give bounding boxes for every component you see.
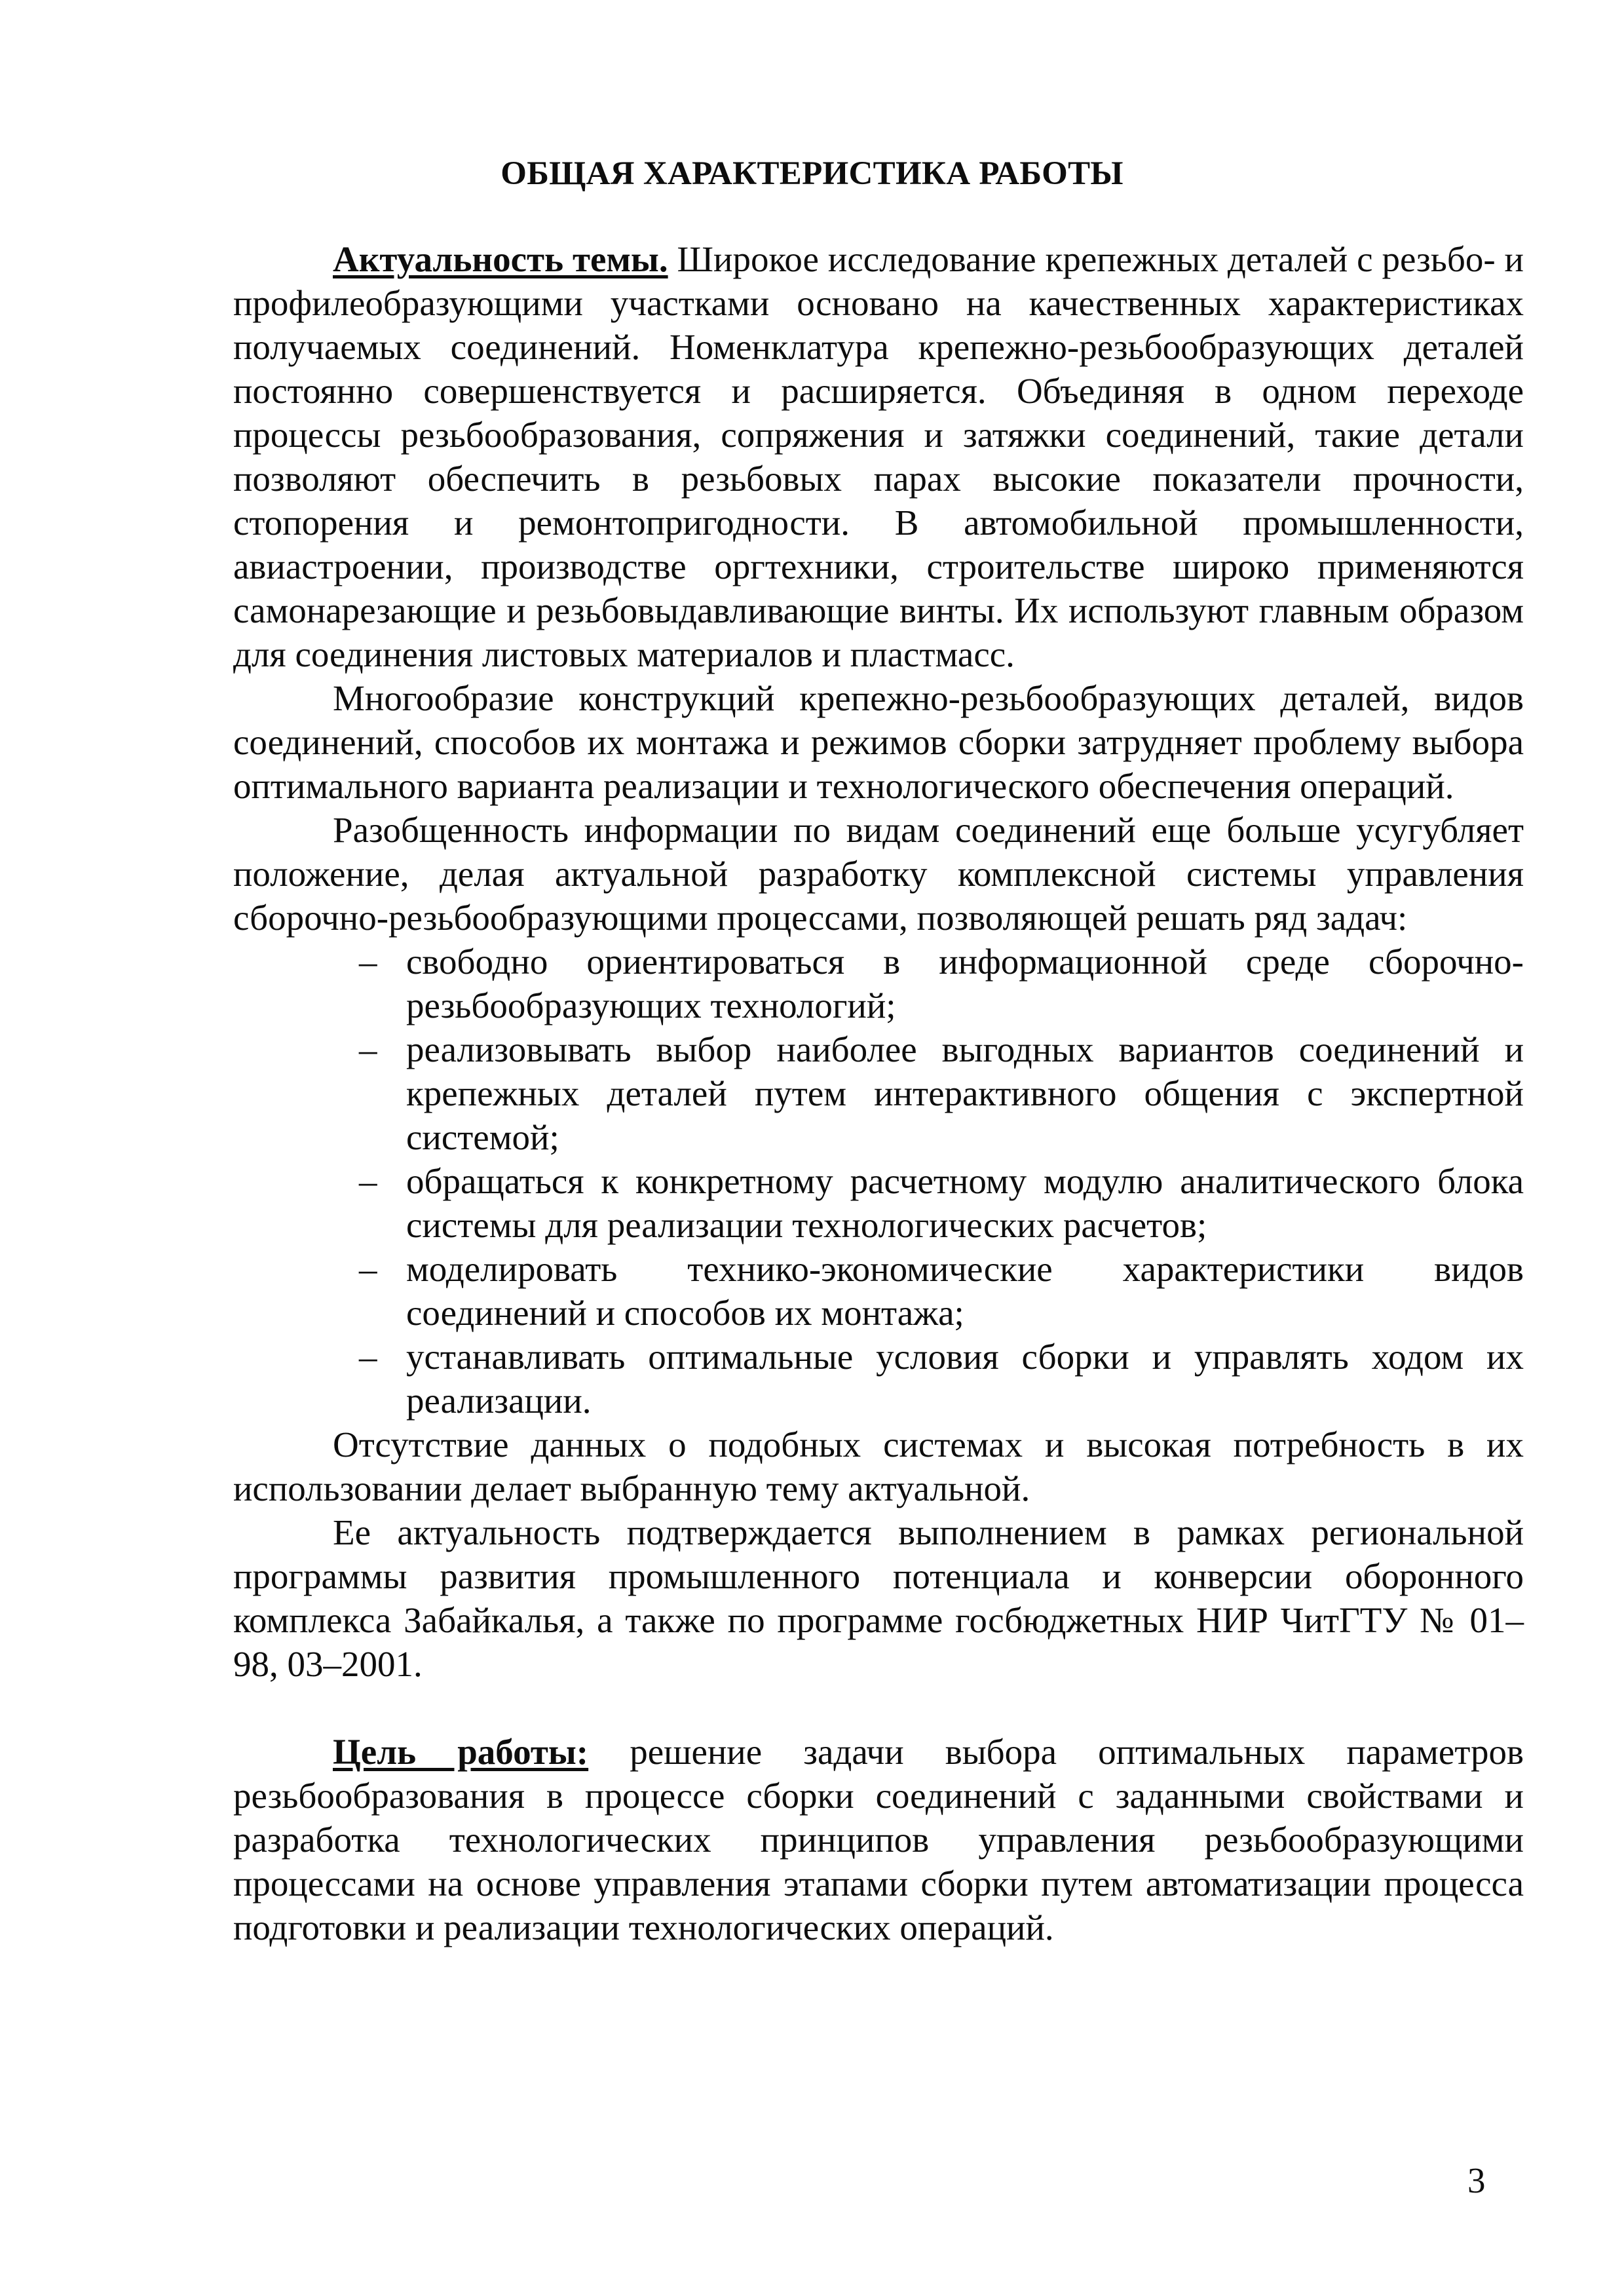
body-text [233, 237, 1524, 1949]
relevance-paragraph-3: Разобщенность информации по видам соединений еще больше усугубляет положение, делая актуальной разработку комплексной системы управления сборочно-резьбообразующими процессами, позволяющей решать ряд задач: [233, 810, 1524, 938]
task-list-item: – обращаться к конкретному расчетному модулю аналитического блока системы для реализации технологических расчетов; [406, 1159, 1524, 1247]
relevance-paragraph-2: Многообразие конструкций крепежно-резьбообразующих деталей, видов соединений, способов их монтажа и режимов сборки затрудняет проблему выбора оптимального варианта реализации и технологического обеспечения операций. [233, 678, 1524, 806]
page-title: ОБЩАЯ ХАРАКТЕРИСТИКА РАБОТЫ [500, 155, 1124, 192]
goal-heading: Цель работы: [333, 1732, 589, 1772]
task-list-item: – моделировать технико-экономические характеристики видов соединений и способов их монтажа; [406, 1247, 1524, 1335]
task-list-item: – устанавливать оптимальные условия сборки и управлять ходом их реализации. [406, 1335, 1524, 1423]
relevance-paragraph-4: Отсутствие данных о подобных системах и высокая потребность в их использовании делает выбранную тему актуальной. [233, 1425, 1524, 1508]
task-list-item: – реализовывать выбор наиболее выгодных вариантов соединений и крепежных деталей путем интерактивного общения с экспертной системой; [406, 1027, 1524, 1159]
goal-text: решение задачи выбора оптимальных параметров резьбообразования в процессе сборки соединений с заданными свойствами и разработка технологических принципов управления резьбообразующими процессами на основе управления этапами сборки путем автоматизации процесса подготовки и реализации технологических операций. [233, 1732, 1524, 1947]
relevance-paragraph-5: Ее актуальность подтверждается выполнением в рамках региональной программы развития промышленного потенциала и конверсии оборонного комплекса Забайкалья, а также по программе госбюджетных НИР ЧитГТУ № 01–98, 03–2001. [233, 1512, 1524, 1684]
relevance-paragraph-1-text: Широкое исследование крепежных деталей с резьбо- и профилеобразующими участками основано на качественных характеристиках получаемых соединений. Номенклатура крепежно-резьбообразующих деталей постоянно совершенствуется и расширяется. Объединяя в одном переходе процессы резьбообразования, сопряжения и затяжки соединений, такие детали позволяют обеспечить в резьбовых парах высокие показатели прочности, стопорения и ремонтопригодности. В автомобильной промышленности, авиастроении, производстве оргтехники, строительстве широко применяются самонарезающие и резьбовыдавливающие винты. Их используют главным образом для соединения листовых материалов и пластмасс. [233, 239, 1524, 674]
section-spacer [233, 1686, 1524, 1730]
goal-paragraph [233, 1730, 1524, 1949]
task-list [233, 940, 1524, 1423]
page-number: 3 [1467, 2160, 1486, 2200]
relevance-heading: Актуальность темы. [333, 239, 668, 279]
relevance-paragraph-1 [233, 237, 1524, 676]
task-list-item: – свободно ориентироваться в информационной среде сборочно-резьбообразующих технологий; [406, 940, 1524, 1027]
